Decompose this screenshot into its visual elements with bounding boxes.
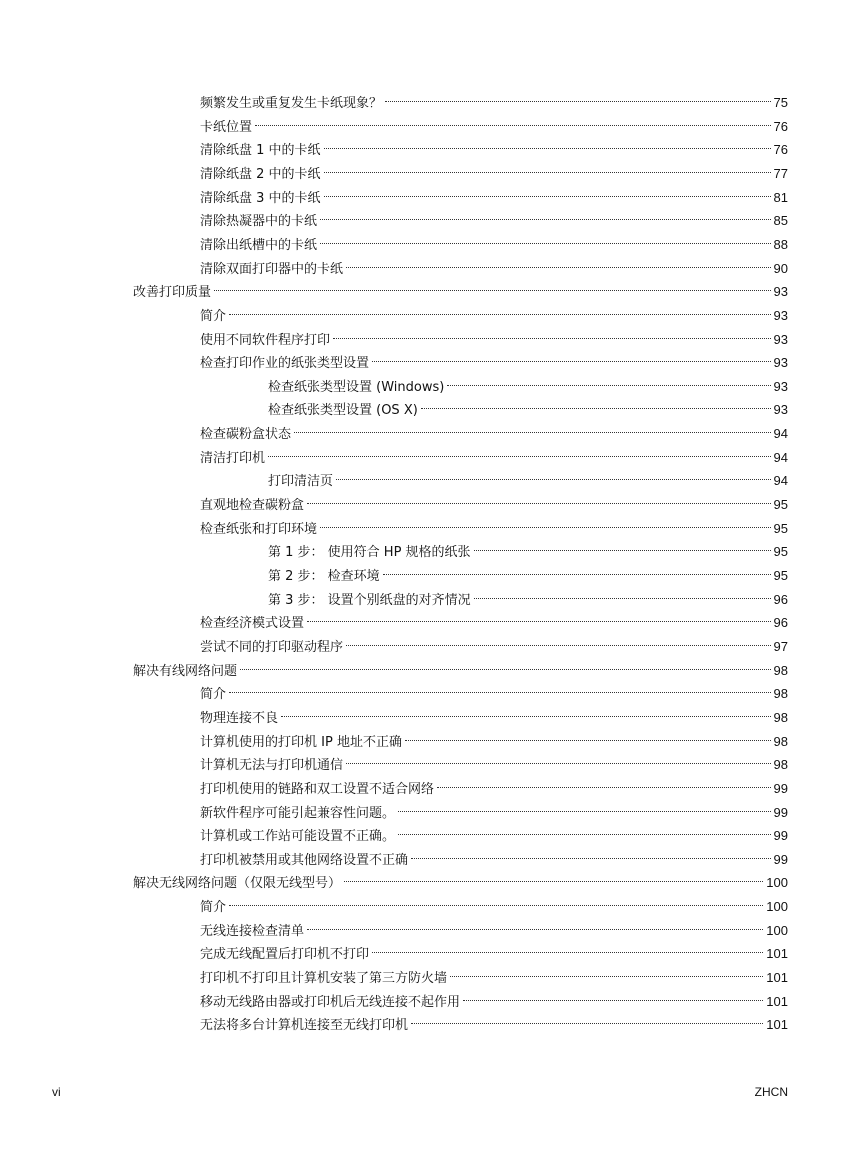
toc-entry[interactable] [200,843,788,868]
toc-entry-page: 98 [773,757,788,772]
toc-entry[interactable] [268,535,788,560]
toc-entry-title: 第 1 步： 使用符合 HP 规格的纸张 [268,545,471,560]
toc-entry[interactable] [200,937,788,962]
toc-entry-title: 直观地检查碳粉盒 [200,498,305,513]
toc-entry-title: 计算机或工作站可能设置不正确。 [200,829,396,844]
toc-entry-page: 93 [773,402,788,417]
toc-entry-page: 93 [773,379,788,394]
toc-entry[interactable] [200,110,788,135]
dot-leader [474,530,771,551]
toc-entry-title: 清除纸盘 3 中的卡纸 [200,191,321,206]
toc-entry[interactable] [200,299,788,324]
toc-entry[interactable] [200,606,788,631]
toc-entry-title: 无线连接检查清单 [200,924,305,939]
dot-leader [383,554,771,575]
toc-entry-title: 完成无线配置后打印机不打印 [200,947,370,962]
toc-entry[interactable] [200,1008,788,1033]
toc-entry-page: 90 [773,261,788,276]
toc-entry-title: 第 2 步： 检查环境 [268,569,380,584]
toc-entry-title: 简介 [200,900,227,915]
toc-entry[interactable] [133,275,788,300]
toc-entry-page: 94 [773,473,788,488]
toc-entry-page: 98 [773,663,788,678]
toc-entry[interactable] [200,725,788,750]
dot-leader [346,247,771,268]
dot-leader [463,980,763,1001]
toc-entry-page: 100 [766,899,788,914]
toc-entry-title: 简介 [200,309,227,324]
toc-entry-page: 101 [766,946,788,961]
dot-leader [398,791,771,812]
toc-entry-page: 93 [773,284,788,299]
toc-entry-page: 99 [773,828,788,843]
toc-entry-title: 使用不同软件程序打印 [200,333,331,348]
toc-entry-page: 99 [773,805,788,820]
dot-leader [320,507,771,528]
dot-leader [411,1003,763,1024]
toc-entry-title: 检查纸张类型设置 (Windows) [268,380,445,395]
dot-leader [346,625,771,646]
toc-entry-title: 检查经济模式设置 [200,616,305,631]
toc-entry[interactable] [200,133,788,158]
toc-entry-page: 85 [773,213,788,228]
dot-leader [229,672,771,693]
toc-entry-title: 清除纸盘 2 中的卡纸 [200,167,321,182]
toc-entry-page: 93 [773,308,788,323]
toc-entry-page: 93 [773,355,788,370]
toc-entry-title: 检查打印作业的纸张类型设置 [200,356,370,371]
toc-entry-page: 88 [773,237,788,252]
toc-entry[interactable] [268,559,788,584]
dot-leader [281,696,771,717]
dot-leader [324,128,771,149]
toc-entry[interactable] [200,914,788,939]
dot-leader [344,861,763,882]
toc-entry-page: 101 [766,994,788,1009]
toc-entry-page: 101 [766,970,788,985]
dot-leader [214,270,771,291]
toc-entry[interactable] [200,748,788,773]
toc-entry-title: 打印清洁页 [268,474,334,489]
dot-leader [320,223,771,244]
toc-entry-page: 94 [773,450,788,465]
toc-entry-title: 检查纸张和打印环境 [200,522,318,537]
toc-entry-page: 95 [773,521,788,536]
dot-leader [320,199,771,220]
toc-entry-page: 81 [773,190,788,205]
toc-entry-page: 100 [766,875,788,890]
toc-entry-title: 解决无线网络问题（仅限无线型号） [133,876,342,891]
toc-entry-page: 96 [773,615,788,630]
toc-entry[interactable] [200,796,788,821]
toc-entry[interactable] [200,890,788,915]
toc-entry-page: 95 [773,544,788,559]
toc-entry[interactable] [200,961,788,986]
toc-entry[interactable] [200,86,788,111]
toc-entry[interactable] [200,323,788,348]
toc-entry-title: 清除热凝器中的卡纸 [200,214,318,229]
toc-entry-page: 75 [773,95,788,110]
dot-leader [385,81,771,102]
toc-entry[interactable] [200,677,788,702]
toc-entry-page: 101 [766,1017,788,1032]
toc-entry[interactable] [200,985,788,1010]
dot-leader [437,767,771,788]
dot-leader [405,720,771,741]
toc-entry-title: 检查纸张类型设置 (OS X) [268,403,418,418]
toc-entry-title: 清洁打印机 [200,451,266,466]
dot-leader [372,341,771,362]
dot-leader [372,932,763,953]
toc-entry[interactable] [268,370,788,395]
toc-entry[interactable] [200,157,788,182]
toc-entry[interactable] [133,654,788,679]
toc-entry-page: 77 [773,166,788,181]
dot-leader [450,956,763,977]
toc-entry-title: 物理连接不良 [200,711,279,726]
dot-leader [324,176,771,197]
toc-entry[interactable] [200,819,788,844]
toc-entry-page: 100 [766,923,788,938]
toc-entry-page: 95 [773,497,788,512]
toc-entry-title: 简介 [200,687,227,702]
toc-entry-page: 76 [773,142,788,157]
dot-leader [324,152,771,173]
dot-leader [447,365,770,386]
dot-leader [255,105,771,126]
toc-entry[interactable] [200,228,788,253]
toc-entry-title: 清除纸盘 1 中的卡纸 [200,143,321,158]
dot-leader [307,601,771,622]
dot-leader [307,909,763,930]
toc-entry-title: 打印机使用的链路和双工设置不适合网络 [200,782,435,797]
dot-leader [240,649,771,670]
toc-entry[interactable] [200,441,788,466]
toc-entry-title: 清除双面打印器中的卡纸 [200,262,344,277]
dot-leader [336,459,771,480]
toc-entry-page: 99 [773,852,788,867]
toc-entry-title: 计算机无法与打印机通信 [200,758,344,773]
toc-entry-title: 尝试不同的打印驱动程序 [200,640,344,655]
language-code: ZHCN [754,1085,788,1099]
toc-entry-title: 清除出纸槽中的卡纸 [200,238,318,253]
toc-entry-page: 98 [773,734,788,749]
toc-entry-title: 计算机使用的打印机 IP 地址不正确 [200,735,402,750]
toc-entry-title: 移动无线路由器或打印机后无线连接不起作用 [200,995,461,1010]
toc-entry[interactable] [268,583,788,608]
toc-entry-title: 无法将多台计算机连接至无线打印机 [200,1018,409,1033]
toc-entry[interactable] [200,204,788,229]
toc-entry-title: 频繁发生或重复发生卡纸现象？ [200,96,383,111]
dot-leader [229,294,771,315]
dot-leader [268,436,771,457]
toc-entry-page: 99 [773,781,788,796]
dot-leader [421,388,771,409]
dot-leader [294,412,771,433]
toc-entry-page: 76 [773,119,788,134]
toc-entry-title: 检查碳粉盒状态 [200,427,292,442]
toc-entry-title: 解决有线网络问题 [133,664,238,679]
toc-entry[interactable] [200,630,788,655]
toc-entry-title: 打印机不打印且计算机安装了第三方防火墙 [200,971,448,986]
toc-entry[interactable] [200,701,788,726]
toc-entry[interactable] [200,181,788,206]
toc-entry-page: 96 [773,592,788,607]
dot-leader [398,814,771,835]
toc-entry-page: 93 [773,332,788,347]
toc-entry[interactable] [200,512,788,537]
toc-entry[interactable] [268,464,788,489]
toc-entry-title: 改善打印质量 [133,285,212,300]
toc-entry-title: 新软件程序可能引起兼容性问题。 [200,806,396,821]
dot-leader [411,838,771,859]
toc-entry[interactable] [200,346,788,371]
dot-leader [229,885,763,906]
toc-entry[interactable] [200,252,788,277]
toc-entry-title: 卡纸位置 [200,120,253,135]
toc-entry[interactable] [200,488,788,513]
page-number: vi [52,1085,61,1099]
toc-entry-title: 第 3 步： 设置个别纸盘的对齐情况 [268,593,471,608]
toc-entry-page: 95 [773,568,788,583]
toc-entry[interactable] [133,866,788,891]
dot-leader [307,483,771,504]
dot-leader [333,318,771,339]
toc-entry[interactable] [268,393,788,418]
toc-entry-page: 98 [773,710,788,725]
toc-entry-title: 打印机被禁用或其他网络设置不正确 [200,853,409,868]
toc-entry[interactable] [200,772,788,797]
toc-entry-page: 97 [773,639,788,654]
dot-leader [346,743,771,764]
dot-leader [474,578,771,599]
toc-entry-page: 94 [773,426,788,441]
toc-entry[interactable] [200,417,788,442]
toc-entry-page: 98 [773,686,788,701]
